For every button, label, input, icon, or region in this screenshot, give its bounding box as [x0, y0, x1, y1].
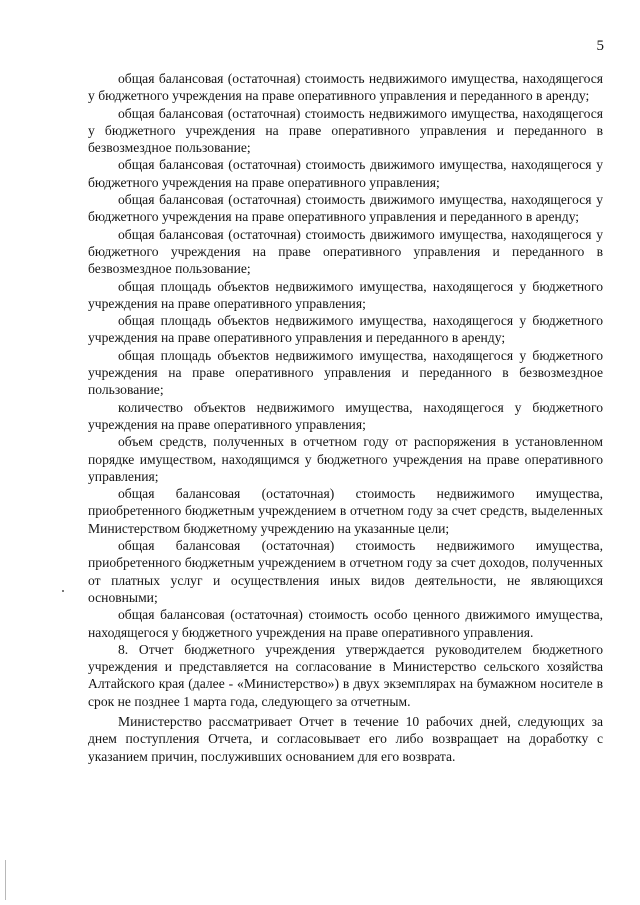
- scan-speck: [62, 590, 64, 592]
- paragraph-item: общая балансовая (остаточная) стоимость движимого имущества, находящегося у бюджетного учреждения на праве оперативного управления;: [88, 157, 603, 190]
- paragraph-item: общая площадь объектов недвижимого имущества, находящегося у бюджетного учреждения на праве оперативного управления и переданного в безвозмездное пользование;: [88, 347, 603, 398]
- paragraph-item: общая площадь объектов недвижимого имущества, находящегося у бюджетного учреждения на праве оперативного управления и переданного в аренду;: [88, 313, 603, 346]
- paragraph-item: общая площадь объектов недвижимого имущества, находящегося у бюджетного учреждения на праве оперативного управления;: [88, 278, 603, 311]
- document-body: [88, 70, 603, 765]
- scan-edge-mark: [5, 860, 6, 900]
- paragraph-item: общая балансовая (остаточная) стоимость особо ценного движимого имущества, находящегося у бюджетного учреждения на праве оперативного управления.: [88, 607, 603, 640]
- paragraph-item: общая балансовая (остаточная) стоимость недвижимого имущества, приобретенного бюджетным учреждением в отчетном году за счет доходов, полученных от платных услуг и осуществления иных видов деятельности, не являющихся основными;: [88, 538, 603, 605]
- paragraph-item-clause-8: 8. Отчет бюджетного учреждения утверждается руководителем бюджетного учреждения и представляется на согласование в Министерство сельского хозяйства Алтайского края (далее - «Министерство») в двух экземплярах на бумажном носителе в срок не позднее 1 марта года, следующего за отчетным.: [88, 641, 603, 709]
- paragraph-item: общая балансовая (остаточная) стоимость недвижимого имущества, приобретенного бюджетным учреждением в отчетном году за счет средств, выделенных Министерством бюджетному учреждению на указанные цели;: [88, 486, 603, 536]
- paragraph-item: общая балансовая (остаточная) стоимость недвижимого имущества, находящегося у бюджетного учреждения на праве оперативного управления и переданного в аренду;: [88, 71, 603, 104]
- paragraph-item: общая балансовая (остаточная) стоимость недвижимого имущества, находящегося у бюджетного учреждения на праве оперативного управления и переданного в безвозмездное пользование;: [88, 105, 603, 156]
- paragraph-item: количество объектов недвижимого имущества, находящегося у бюджетного учреждения на праве оперативного управления;: [88, 399, 603, 432]
- paragraph-item: объем средств, полученных в отчетном году от распоряжения в установленном порядке имуществом, находящимся у бюджетного учреждения на праве оперативного управления;: [88, 434, 603, 484]
- paragraph-item: общая балансовая (остаточная) стоимость движимого имущества, находящегося у бюджетного учреждения на праве оперативного управления и переданного в безвозмездное пользование;: [88, 226, 603, 277]
- page-number: 5: [596, 38, 604, 54]
- paragraph-item: общая балансовая (остаточная) стоимость движимого имущества, находящегося у бюджетного учреждения на праве оперативного управления и переданного в аренду;: [88, 192, 603, 225]
- paragraph-item-review: Министерство рассматривает Отчет в течение 10 рабочих дней, следующих за днем поступления Отчета, и согласовывает его либо возвращает на доработку с указанием причин, послуживших основанием для его возврата.: [88, 713, 603, 764]
